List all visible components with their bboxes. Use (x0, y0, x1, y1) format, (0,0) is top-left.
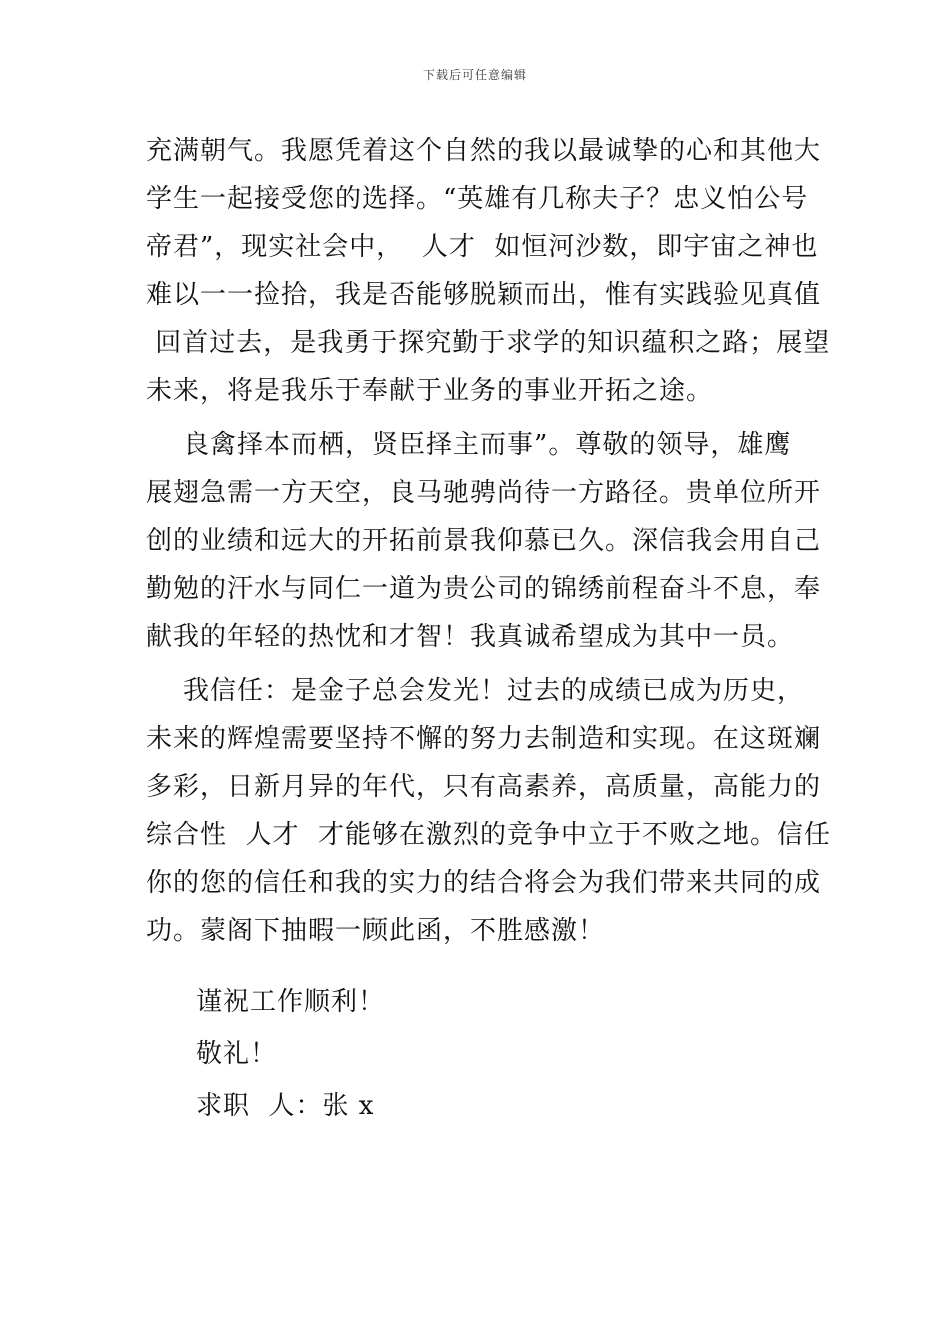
text-line-14: 多彩，日新月异的年代，只有高素养，高质量，高能力的 (146, 772, 822, 802)
text-line-15: 综合性 人才 才能够在激烈的竞争中立于不败之地。信任 (146, 820, 832, 850)
text-line-8: 展翅急需一方天空，良马驰骋尚待一方路径。贵单位所开 (146, 478, 822, 508)
text-line-16: 你的您的信任和我的实力的结合将会为我们带来共同的成 (146, 868, 822, 898)
text-line-10: 勤勉的汗水与同仁一道为贵公司的锦绣前程奋斗不息，奉 (146, 574, 822, 604)
text-line-11: 献我的年轻的热忱和才智！我真诚希望成为其中一员。 (146, 622, 795, 652)
text-line-17: 功。蒙阁下抽暇一顾此函，不胜感激！ (146, 916, 606, 946)
closing-signature: 求职 人：张 x (196, 1091, 375, 1121)
letter-body (146, 127, 832, 955)
text-line-7: 良禽择本而栖，贤臣择主而事”。尊敬的领导，雄鹰 (146, 430, 792, 460)
text-line-2: 学生一起接受您的选择。“英雄有几称夫子？忠义怕公号 (146, 184, 809, 214)
closing-wish: 谨祝工作顺利！ (196, 987, 386, 1017)
closing-salute: 敬礼！ (196, 1039, 278, 1069)
text-line-12: 我信任：是金子总会发光！过去的成绩已成为历史， (146, 676, 805, 706)
text-line-4: 难以一一捡拾，我是否能够脱颖而出，惟有实践验见真值 (146, 280, 822, 310)
text-line-6: 未来，将是我乐于奉献于业务的事业开拓之途。 (146, 376, 714, 406)
text-line-13: 未来的辉煌需要坚持不懈的努力去制造和实现。在这斑斓 (146, 724, 822, 754)
letter-closing (196, 976, 385, 1132)
page-header: 下载后可任意编辑 (422, 68, 527, 82)
text-line-1: 充满朝气。我愿凭着这个自然的我以最诚挚的心和其他大 (146, 136, 822, 166)
text-line-9: 创的业绩和远大的开拓前景我仰慕已久。深信我会用自己 (146, 526, 822, 556)
text-line-3: 帝君”，现实社会中， 人才 如恒河沙数，即宇宙之神也 (146, 232, 819, 262)
text-line-5: 回首过去，是我勇于探究勤于求学的知识蕴积之路；展望 (146, 328, 831, 358)
